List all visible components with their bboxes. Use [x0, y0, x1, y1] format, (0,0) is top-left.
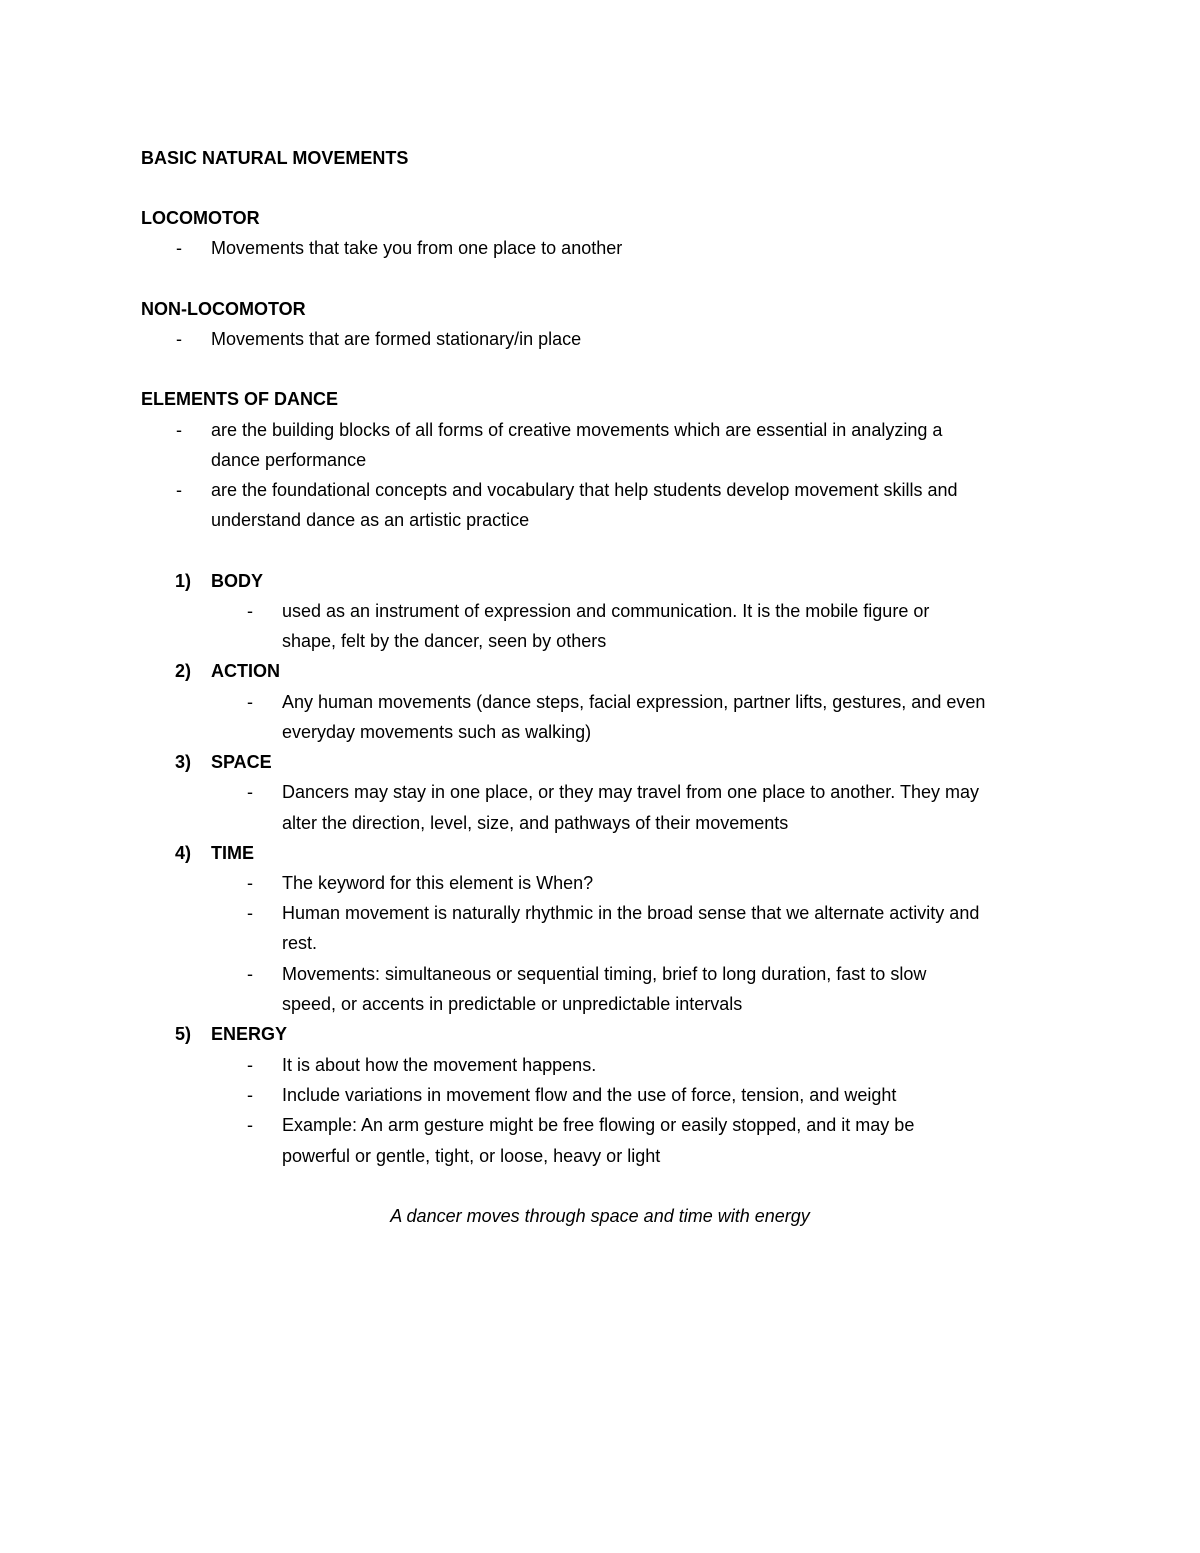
bullet-dash: -	[176, 329, 182, 349]
energy-item-3-line-2: powerful or gentle, tight, or loose, heavy or light	[282, 1146, 661, 1166]
element-label-time: TIME	[211, 843, 254, 863]
document-title: BASIC NATURAL MOVEMENTS	[141, 148, 409, 168]
body-item-line-1: used as an instrument of expression and communication. It is the mobile figure or	[282, 601, 930, 621]
energy-item-1: It is about how the movement happens.	[282, 1055, 597, 1075]
list-number: 2)	[175, 661, 192, 681]
bullet-dash: -	[247, 782, 253, 802]
list-number: 4)	[175, 843, 192, 863]
time-item-2-line-2: rest.	[282, 933, 318, 953]
bullet-dash: -	[247, 903, 253, 923]
action-item-line-2: everyday movements such as walking)	[282, 722, 592, 742]
element-label-space: SPACE	[211, 752, 272, 772]
space-item-line-1: Dancers may stay in one place, or they may travel from one place to another. They may	[282, 782, 980, 802]
elements-item-1-line-2: dance performance	[211, 450, 367, 470]
list-number: 1)	[175, 571, 192, 591]
time-item-1: The keyword for this element is When?	[282, 873, 594, 893]
elements-item-2-line-1: are the foundational concepts and vocabulary that help students develop movement skills and	[211, 480, 958, 500]
bullet-dash: -	[247, 601, 253, 621]
time-item-2-line-1: Human movement is naturally rhythmic in the broad sense that we alternate activity and	[282, 903, 980, 923]
heading-non-locomotor: NON-LOCOMOTOR	[141, 299, 306, 319]
heading-elements-of-dance: ELEMENTS OF DANCE	[141, 389, 339, 409]
element-label-energy: ENERGY	[211, 1024, 288, 1044]
bullet-dash: -	[247, 964, 253, 984]
space-item-line-2: alter the direction, level, size, and pathways of their movements	[282, 813, 789, 833]
action-item-line-1: Any human movements (dance steps, facial expression, partner lifts, gestures, and even	[282, 692, 986, 712]
bullet-dash: -	[176, 420, 182, 440]
energy-item-3-line-1: Example: An arm gesture might be free flowing or easily stopped, and it may be	[282, 1115, 915, 1135]
bullet-dash: -	[247, 1085, 253, 1105]
time-item-3-line-1: Movements: simultaneous or sequential timing, brief to long duration, fast to slow	[282, 964, 927, 984]
bullet-dash: -	[176, 480, 182, 500]
bullet-dash: -	[247, 692, 253, 712]
element-label-body: BODY	[211, 571, 264, 591]
elements-item-2-line-2: understand dance as an artistic practice	[211, 510, 530, 530]
non-locomotor-item: Movements that are formed stationary/in place	[211, 329, 582, 349]
elements-item-1-line-1: are the building blocks of all forms of creative movements which are essential in analyzing a	[211, 420, 943, 440]
list-number: 3)	[175, 752, 192, 772]
locomotor-item: Movements that take you from one place to another	[211, 238, 623, 258]
bullet-dash: -	[176, 238, 182, 258]
list-number: 5)	[175, 1024, 192, 1044]
bullet-dash: -	[247, 1055, 253, 1075]
body-item-line-2: shape, felt by the dancer, seen by others	[282, 631, 607, 651]
closing-statement: A dancer moves through space and time with energy	[390, 1206, 810, 1226]
bullet-dash: -	[247, 1115, 253, 1135]
bullet-dash: -	[247, 873, 253, 893]
time-item-3-line-2: speed, or accents in predictable or unpredictable intervals	[282, 994, 743, 1014]
heading-locomotor: LOCOMOTOR	[141, 208, 260, 228]
energy-item-2: Include variations in movement flow and the use of force, tension, and weight	[282, 1085, 897, 1105]
element-label-action: ACTION	[211, 661, 280, 681]
